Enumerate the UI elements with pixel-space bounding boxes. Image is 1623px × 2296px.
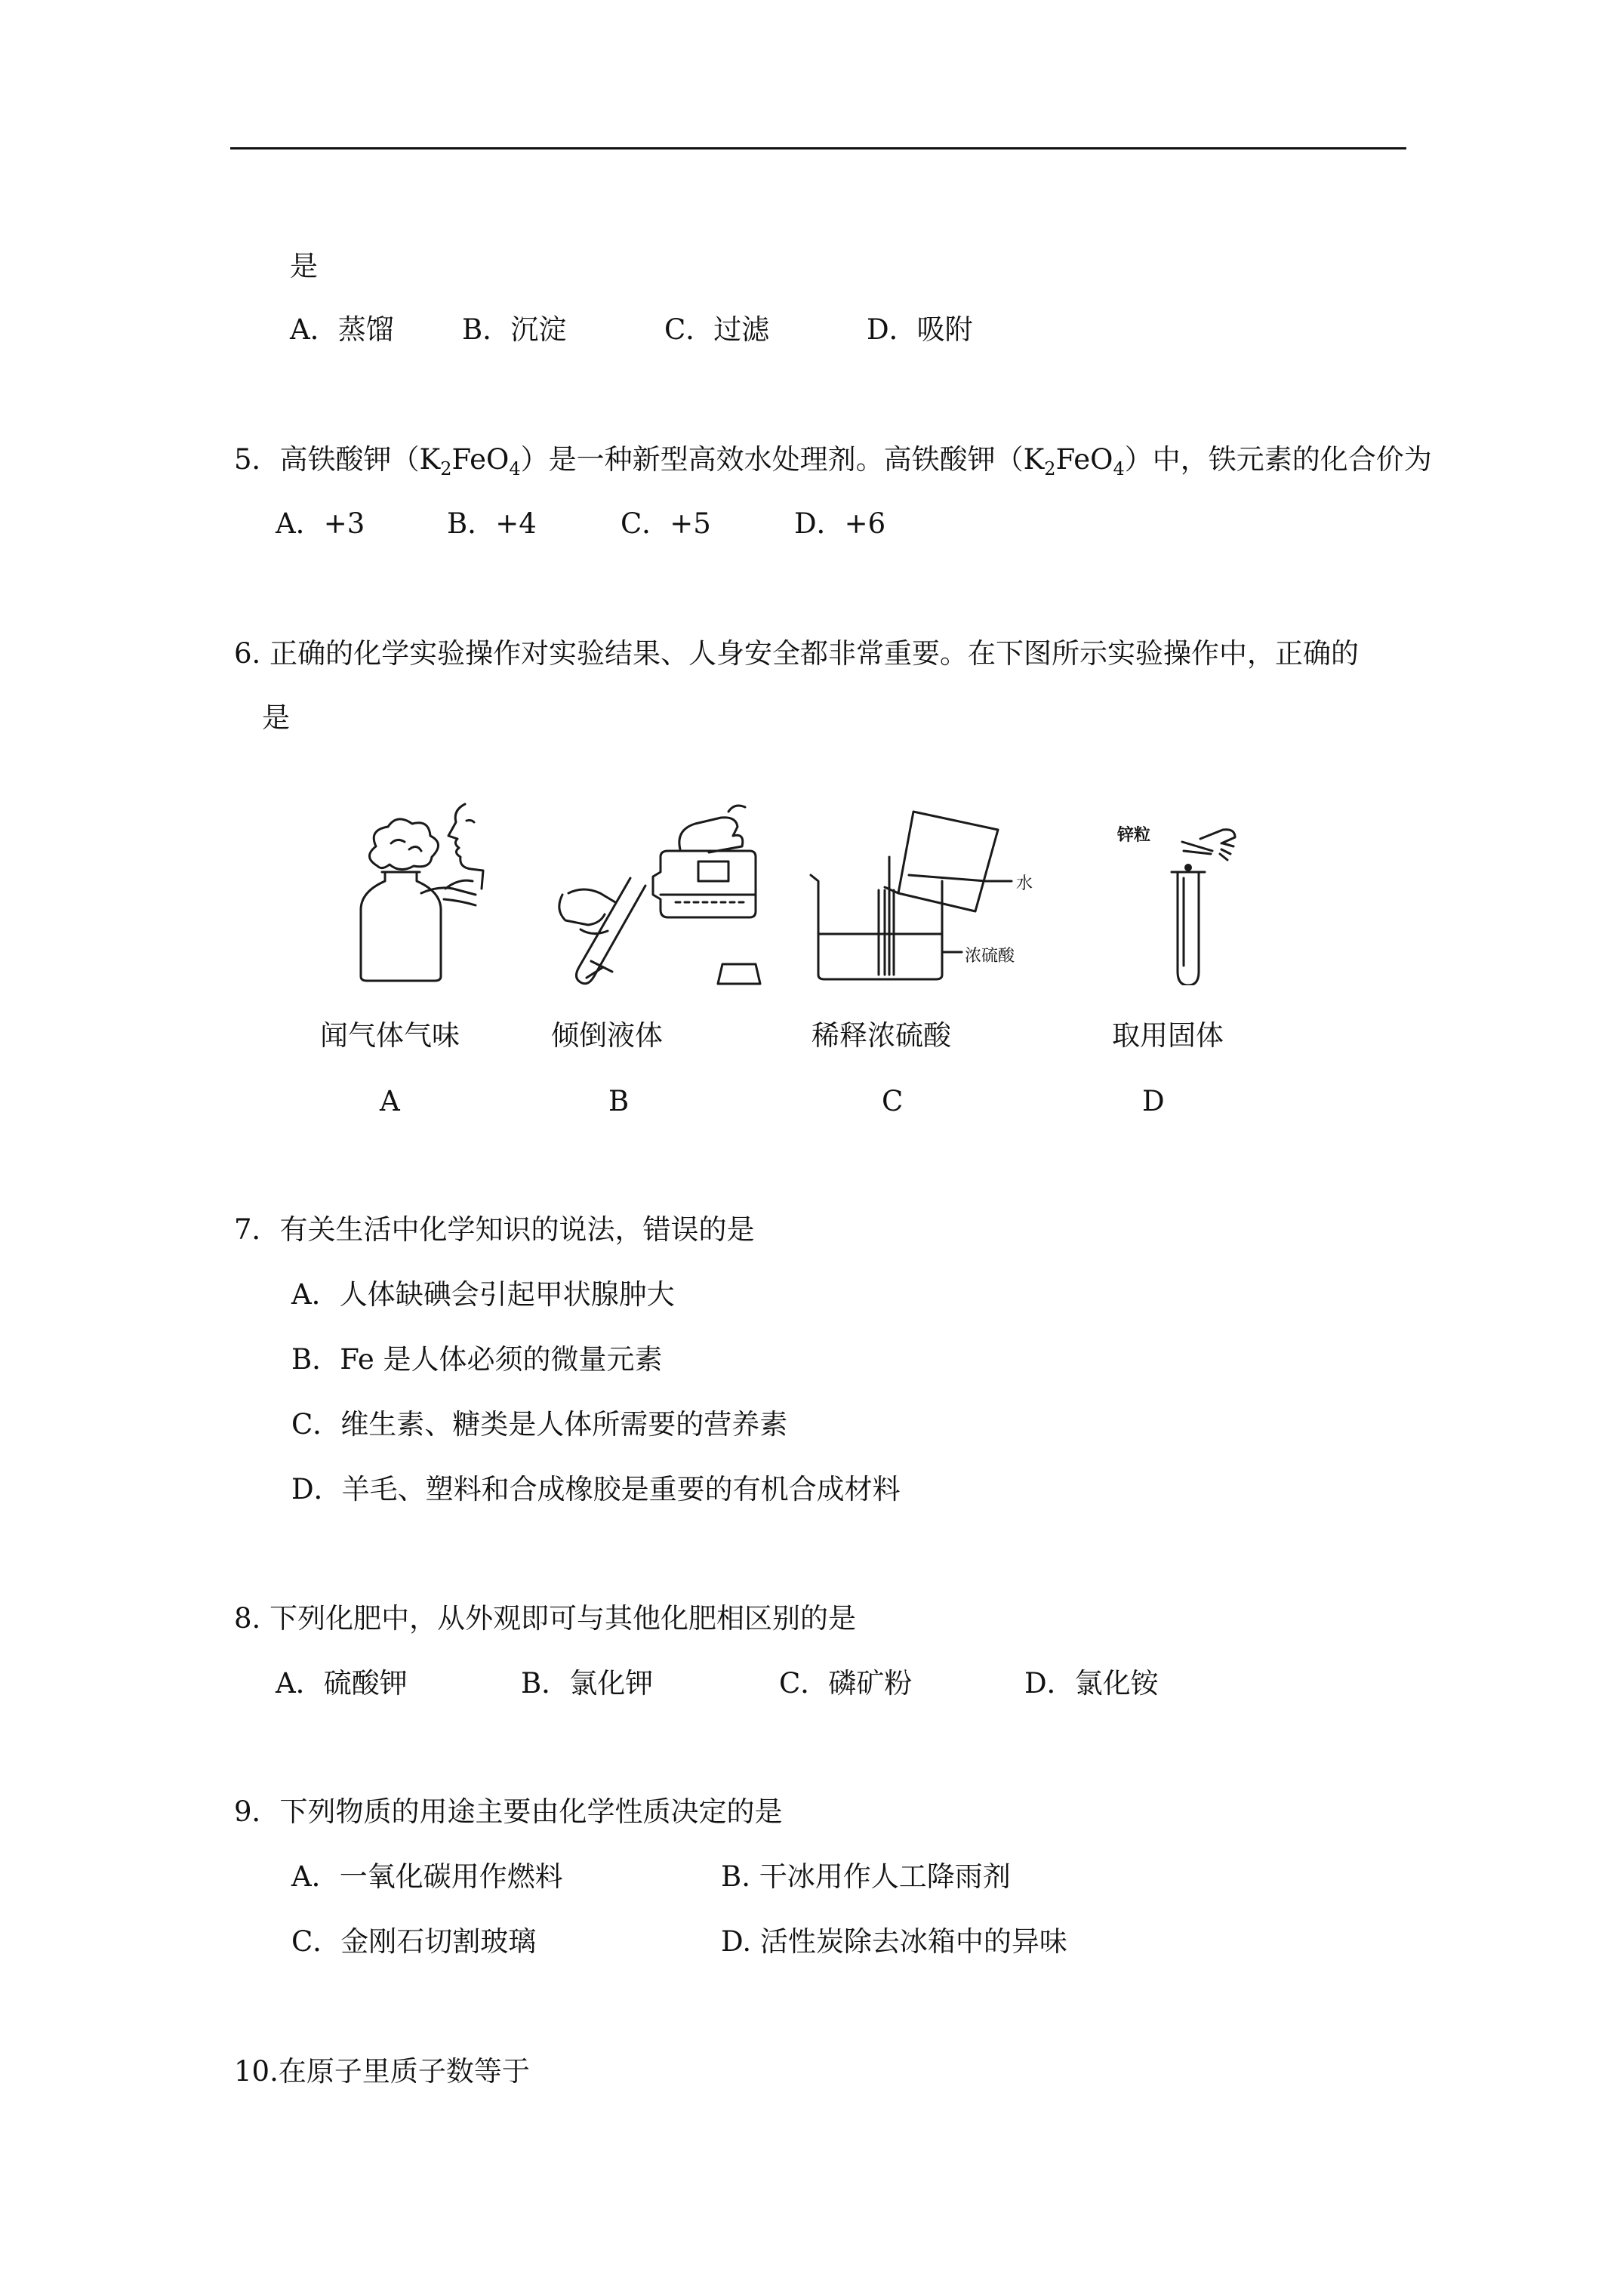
q8-option-a: A．硫酸钾 (276, 1667, 408, 1700)
q4-option-a: A．蒸馏 (290, 313, 394, 346)
pour-liquid-icon (547, 797, 774, 993)
dilute-acid-icon (800, 797, 1042, 985)
letter-b: B (608, 1085, 630, 1117)
q5-option-b: B．+4 (447, 507, 537, 540)
q9-stem: 9．下列物质的用途主要由化学性质决定的是 (234, 1795, 783, 1828)
q5-option-c: C．+5 (621, 507, 711, 540)
caption-a: 闻气体气味 (320, 1019, 460, 1052)
letter-d: D (1142, 1085, 1165, 1117)
water-label: 水 (1016, 874, 1033, 893)
q7-option-c: C．维生素、糖类是人体所需要的营养素 (291, 1408, 788, 1441)
q9-option-d: D. 活性炭除去冰箱中的异味 (721, 1925, 1067, 1958)
q8-option-d: D．氯化铵 (1024, 1667, 1159, 1700)
letter-a: A (380, 1085, 400, 1117)
q4-option-c: C．过滤 (664, 313, 770, 346)
q9-option-a: A．一氧化碳用作燃料 (291, 1860, 563, 1893)
q5-option-d: D．+6 (794, 507, 886, 540)
caption-b: 倾倒液体 (551, 1019, 663, 1052)
smell-gas-icon (332, 797, 498, 985)
q4-option-b: B．沉淀 (462, 313, 567, 346)
q10-stem: 10.在原子里质子数等于 (234, 2055, 530, 2088)
caption-d: 取用固体 (1112, 1019, 1224, 1052)
letter-c: C (882, 1085, 904, 1117)
q4-continuation: 是 (290, 250, 318, 282)
q7-stem: 7．有关生活中化学知识的说法，错误的是 (234, 1213, 755, 1246)
q6-stem-line1: 6. 正确的化学实验操作对实验结果、人身安全都非常重要。在下图所示实验操作中，正确的 (234, 637, 1360, 670)
q5-option-a: A．+3 (276, 507, 365, 540)
header-rule (230, 147, 1406, 149)
q8-stem: 8. 下列化肥中，从外观即可与其他化肥相区别的是 (234, 1602, 857, 1635)
concentrated-acid-label: 浓硫酸 (965, 947, 1015, 966)
q6-stem-line2: 是 (262, 701, 290, 734)
q4-option-d: D．吸附 (867, 313, 973, 346)
q8-option-c: C．磷矿粉 (779, 1667, 913, 1700)
q5-stem: 5．高铁酸钾$(K_2FeO_4)$是一种新型高效水处理剂。高铁酸钾$(K_2FeO_4)$中，铁元素的化合价为 (234, 443, 1432, 479)
q9-option-b: B. 干冰用作人工降雨剂 (721, 1860, 1011, 1893)
q7-option-d: D．羊毛、塑料和合成橡胶是重要的有机合成材料 (291, 1473, 901, 1505)
q8-option-b: B．氯化钾 (521, 1667, 654, 1700)
take-solid-icon (1110, 797, 1246, 985)
caption-c: 稀释浓硫酸 (812, 1019, 951, 1052)
q7-option-a: A．人体缺碘会引起甲状腺肿大 (291, 1278, 675, 1311)
q7-option-b: B．Fe 是人体必须的微量元素 (291, 1343, 663, 1376)
zinc-label: 锌粒 (1117, 826, 1151, 845)
q9-option-c: C．金刚石切割玻璃 (291, 1925, 537, 1958)
